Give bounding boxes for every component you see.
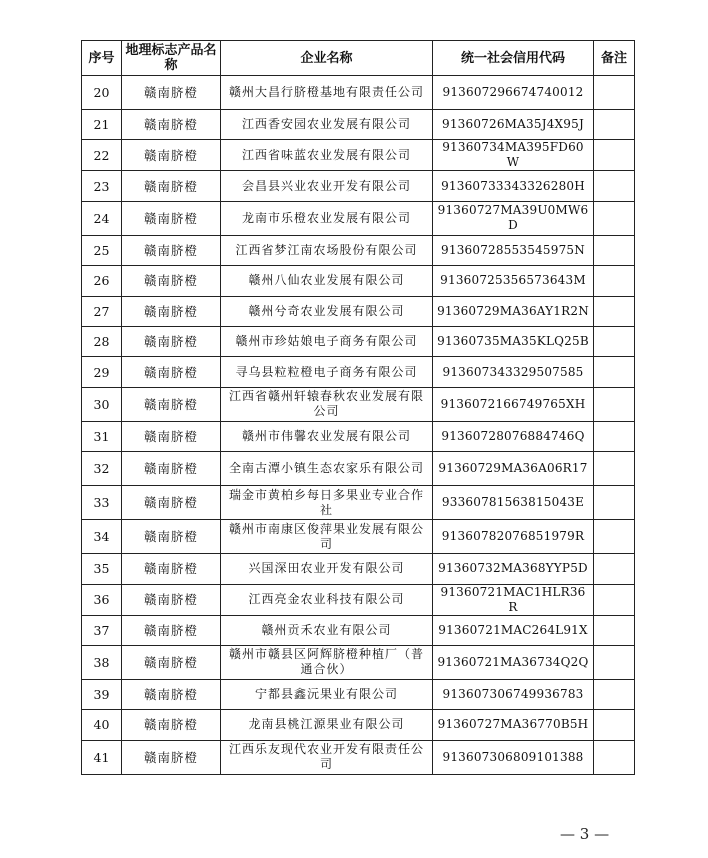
table-row bbox=[82, 357, 635, 387]
table-row bbox=[82, 486, 635, 520]
cell-company: 赣州市珍姑娘电子商务有限公司 bbox=[221, 326, 433, 356]
cell-product: 赣南脐橙 bbox=[122, 710, 221, 740]
table-row bbox=[82, 235, 635, 265]
cell-code: 91360727MA36770B5H bbox=[433, 710, 594, 740]
cell-code: 91360728076884746Q bbox=[433, 421, 594, 451]
cell-company: 宁都县鑫沅果业有限公司 bbox=[221, 679, 433, 709]
table-row bbox=[82, 266, 635, 296]
cell-company: 赣州贡禾农业有限公司 bbox=[221, 615, 433, 645]
cell-code: 91360721MAC264L91X bbox=[433, 615, 594, 645]
enterprise-table bbox=[81, 40, 635, 775]
cell-product: 赣南脐橙 bbox=[122, 584, 221, 615]
cell-note bbox=[594, 645, 635, 679]
cell-no: 35 bbox=[82, 554, 122, 584]
cell-product: 赣南脐橙 bbox=[122, 171, 221, 201]
cell-company: 龙南市乐橙农业发展有限公司 bbox=[221, 201, 433, 235]
cell-no: 30 bbox=[82, 387, 122, 421]
cell-code: 9136072166749765XH bbox=[433, 387, 594, 421]
header-code: 统一社会信用代码 bbox=[433, 41, 594, 76]
cell-code: 913607306809101388 bbox=[433, 740, 594, 774]
cell-product: 赣南脐橙 bbox=[122, 76, 221, 110]
cell-no: 31 bbox=[82, 421, 122, 451]
cell-product: 赣南脐橙 bbox=[122, 326, 221, 356]
cell-note bbox=[594, 296, 635, 326]
cell-code: 91360729MA36AY1R2N bbox=[433, 296, 594, 326]
cell-note bbox=[594, 615, 635, 645]
cell-code: 91360725356573643M bbox=[433, 266, 594, 296]
cell-note bbox=[594, 171, 635, 201]
table-body bbox=[82, 76, 635, 775]
table-row bbox=[82, 421, 635, 451]
cell-product: 赣南脐橙 bbox=[122, 140, 221, 171]
cell-note bbox=[594, 486, 635, 520]
cell-no: 33 bbox=[82, 486, 122, 520]
cell-company: 赣州兮奇农业发展有限公司 bbox=[221, 296, 433, 326]
page-number: — 3 — bbox=[560, 825, 610, 843]
cell-no: 21 bbox=[82, 110, 122, 140]
table-row bbox=[82, 387, 635, 421]
cell-note bbox=[594, 140, 635, 171]
cell-product: 赣南脐橙 bbox=[122, 387, 221, 421]
cell-note bbox=[594, 76, 635, 110]
cell-company: 兴国深田农业开发有限公司 bbox=[221, 554, 433, 584]
table-row bbox=[82, 710, 635, 740]
cell-no: 32 bbox=[82, 452, 122, 486]
table-row bbox=[82, 645, 635, 679]
cell-product: 赣南脐橙 bbox=[122, 679, 221, 709]
table-header bbox=[82, 41, 635, 76]
cell-product: 赣南脐橙 bbox=[122, 357, 221, 387]
table-row bbox=[82, 740, 635, 774]
cell-company: 赣州大昌行脐橙基地有限责任公司 bbox=[221, 76, 433, 110]
cell-product: 赣南脐橙 bbox=[122, 615, 221, 645]
cell-code: 91360721MA36734Q2Q bbox=[433, 645, 594, 679]
cell-code: 93360781563815043E bbox=[433, 486, 594, 520]
cell-no: 40 bbox=[82, 710, 122, 740]
cell-code: 91360734MA395FD60W bbox=[433, 140, 594, 171]
cell-company: 江西香安园农业发展有限公司 bbox=[221, 110, 433, 140]
cell-company: 江西乐友现代农业开发有限责任公司 bbox=[221, 740, 433, 774]
cell-no: 25 bbox=[82, 235, 122, 265]
cell-no: 37 bbox=[82, 615, 122, 645]
cell-product: 赣南脐橙 bbox=[122, 452, 221, 486]
cell-no: 36 bbox=[82, 584, 122, 615]
cell-no: 39 bbox=[82, 679, 122, 709]
cell-code: 91360735MA35KLQ25B bbox=[433, 326, 594, 356]
cell-company: 江西省味蓝农业发展有限公司 bbox=[221, 140, 433, 171]
cell-company: 瑞金市黄柏乡每日多果业专业合作社 bbox=[221, 486, 433, 520]
cell-product: 赣南脐橙 bbox=[122, 520, 221, 554]
cell-code: 91360727MA39U0MW6D bbox=[433, 201, 594, 235]
cell-company: 龙南县桃江源果业有限公司 bbox=[221, 710, 433, 740]
cell-company: 江西亮金农业科技有限公司 bbox=[221, 584, 433, 615]
table-row bbox=[82, 584, 635, 615]
table-row bbox=[82, 520, 635, 554]
cell-product: 赣南脐橙 bbox=[122, 421, 221, 451]
cell-code: 91360733343326280H bbox=[433, 171, 594, 201]
cell-note bbox=[594, 235, 635, 265]
cell-company: 赣州市赣县区阿辉脐橙种植厂（普通合伙） bbox=[221, 645, 433, 679]
table-row bbox=[82, 554, 635, 584]
cell-note bbox=[594, 554, 635, 584]
table-row bbox=[82, 140, 635, 171]
cell-no: 38 bbox=[82, 645, 122, 679]
cell-product: 赣南脐橙 bbox=[122, 486, 221, 520]
header-product: 地理标志产品名称 bbox=[122, 41, 221, 76]
cell-code: 91360726MA35J4X95J bbox=[433, 110, 594, 140]
cell-code: 91360728553545975N bbox=[433, 235, 594, 265]
table-row bbox=[82, 76, 635, 110]
cell-no: 24 bbox=[82, 201, 122, 235]
cell-note bbox=[594, 266, 635, 296]
cell-note bbox=[594, 584, 635, 615]
cell-product: 赣南脐橙 bbox=[122, 296, 221, 326]
cell-company: 赣州八仙农业发展有限公司 bbox=[221, 266, 433, 296]
cell-product: 赣南脐橙 bbox=[122, 740, 221, 774]
cell-no: 27 bbox=[82, 296, 122, 326]
cell-product: 赣南脐橙 bbox=[122, 554, 221, 584]
table-row bbox=[82, 171, 635, 201]
header-note: 备注 bbox=[594, 41, 635, 76]
cell-note bbox=[594, 740, 635, 774]
cell-note bbox=[594, 421, 635, 451]
table-row bbox=[82, 452, 635, 486]
cell-company: 会昌县兴业农业开发有限公司 bbox=[221, 171, 433, 201]
table-row bbox=[82, 679, 635, 709]
cell-note bbox=[594, 679, 635, 709]
cell-company: 全南古潭小镇生态农家乐有限公司 bbox=[221, 452, 433, 486]
cell-no: 26 bbox=[82, 266, 122, 296]
cell-no: 41 bbox=[82, 740, 122, 774]
cell-code: 913607306749936783 bbox=[433, 679, 594, 709]
cell-note bbox=[594, 110, 635, 140]
cell-company: 寻乌县粒粒橙电子商务有限公司 bbox=[221, 357, 433, 387]
table-row bbox=[82, 110, 635, 140]
cell-no: 22 bbox=[82, 140, 122, 171]
cell-code: 91360782076851979R bbox=[433, 520, 594, 554]
cell-product: 赣南脐橙 bbox=[122, 110, 221, 140]
cell-no: 23 bbox=[82, 171, 122, 201]
cell-no: 34 bbox=[82, 520, 122, 554]
cell-note bbox=[594, 357, 635, 387]
cell-note bbox=[594, 387, 635, 421]
cell-note bbox=[594, 326, 635, 356]
certified-enterprise-table-sheet bbox=[81, 40, 634, 775]
cell-product: 赣南脐橙 bbox=[122, 645, 221, 679]
cell-product: 赣南脐橙 bbox=[122, 266, 221, 296]
table-row bbox=[82, 201, 635, 235]
header-no: 序号 bbox=[82, 41, 122, 76]
cell-product: 赣南脐橙 bbox=[122, 201, 221, 235]
cell-company: 赣州市伟馨农业发展有限公司 bbox=[221, 421, 433, 451]
cell-product: 赣南脐橙 bbox=[122, 235, 221, 265]
table-row bbox=[82, 326, 635, 356]
cell-company: 江西省赣州轩辕春秋农业发展有限公司 bbox=[221, 387, 433, 421]
cell-note bbox=[594, 520, 635, 554]
cell-company: 江西省梦江南农场股份有限公司 bbox=[221, 235, 433, 265]
cell-code: 913607296674740012 bbox=[433, 76, 594, 110]
cell-note bbox=[594, 201, 635, 235]
cell-no: 28 bbox=[82, 326, 122, 356]
cell-code: 91360729MA36A06R17 bbox=[433, 452, 594, 486]
cell-code: 91360721MAC1HLR36R bbox=[433, 584, 594, 615]
table-row bbox=[82, 615, 635, 645]
cell-no: 20 bbox=[82, 76, 122, 110]
cell-no: 29 bbox=[82, 357, 122, 387]
cell-note bbox=[594, 452, 635, 486]
cell-company: 赣州市南康区俊萍果业发展有限公司 bbox=[221, 520, 433, 554]
cell-code: 913607343329507585 bbox=[433, 357, 594, 387]
cell-note bbox=[594, 710, 635, 740]
table-row bbox=[82, 296, 635, 326]
header-company: 企业名称 bbox=[221, 41, 433, 76]
cell-code: 91360732MA368YYP5D bbox=[433, 554, 594, 584]
